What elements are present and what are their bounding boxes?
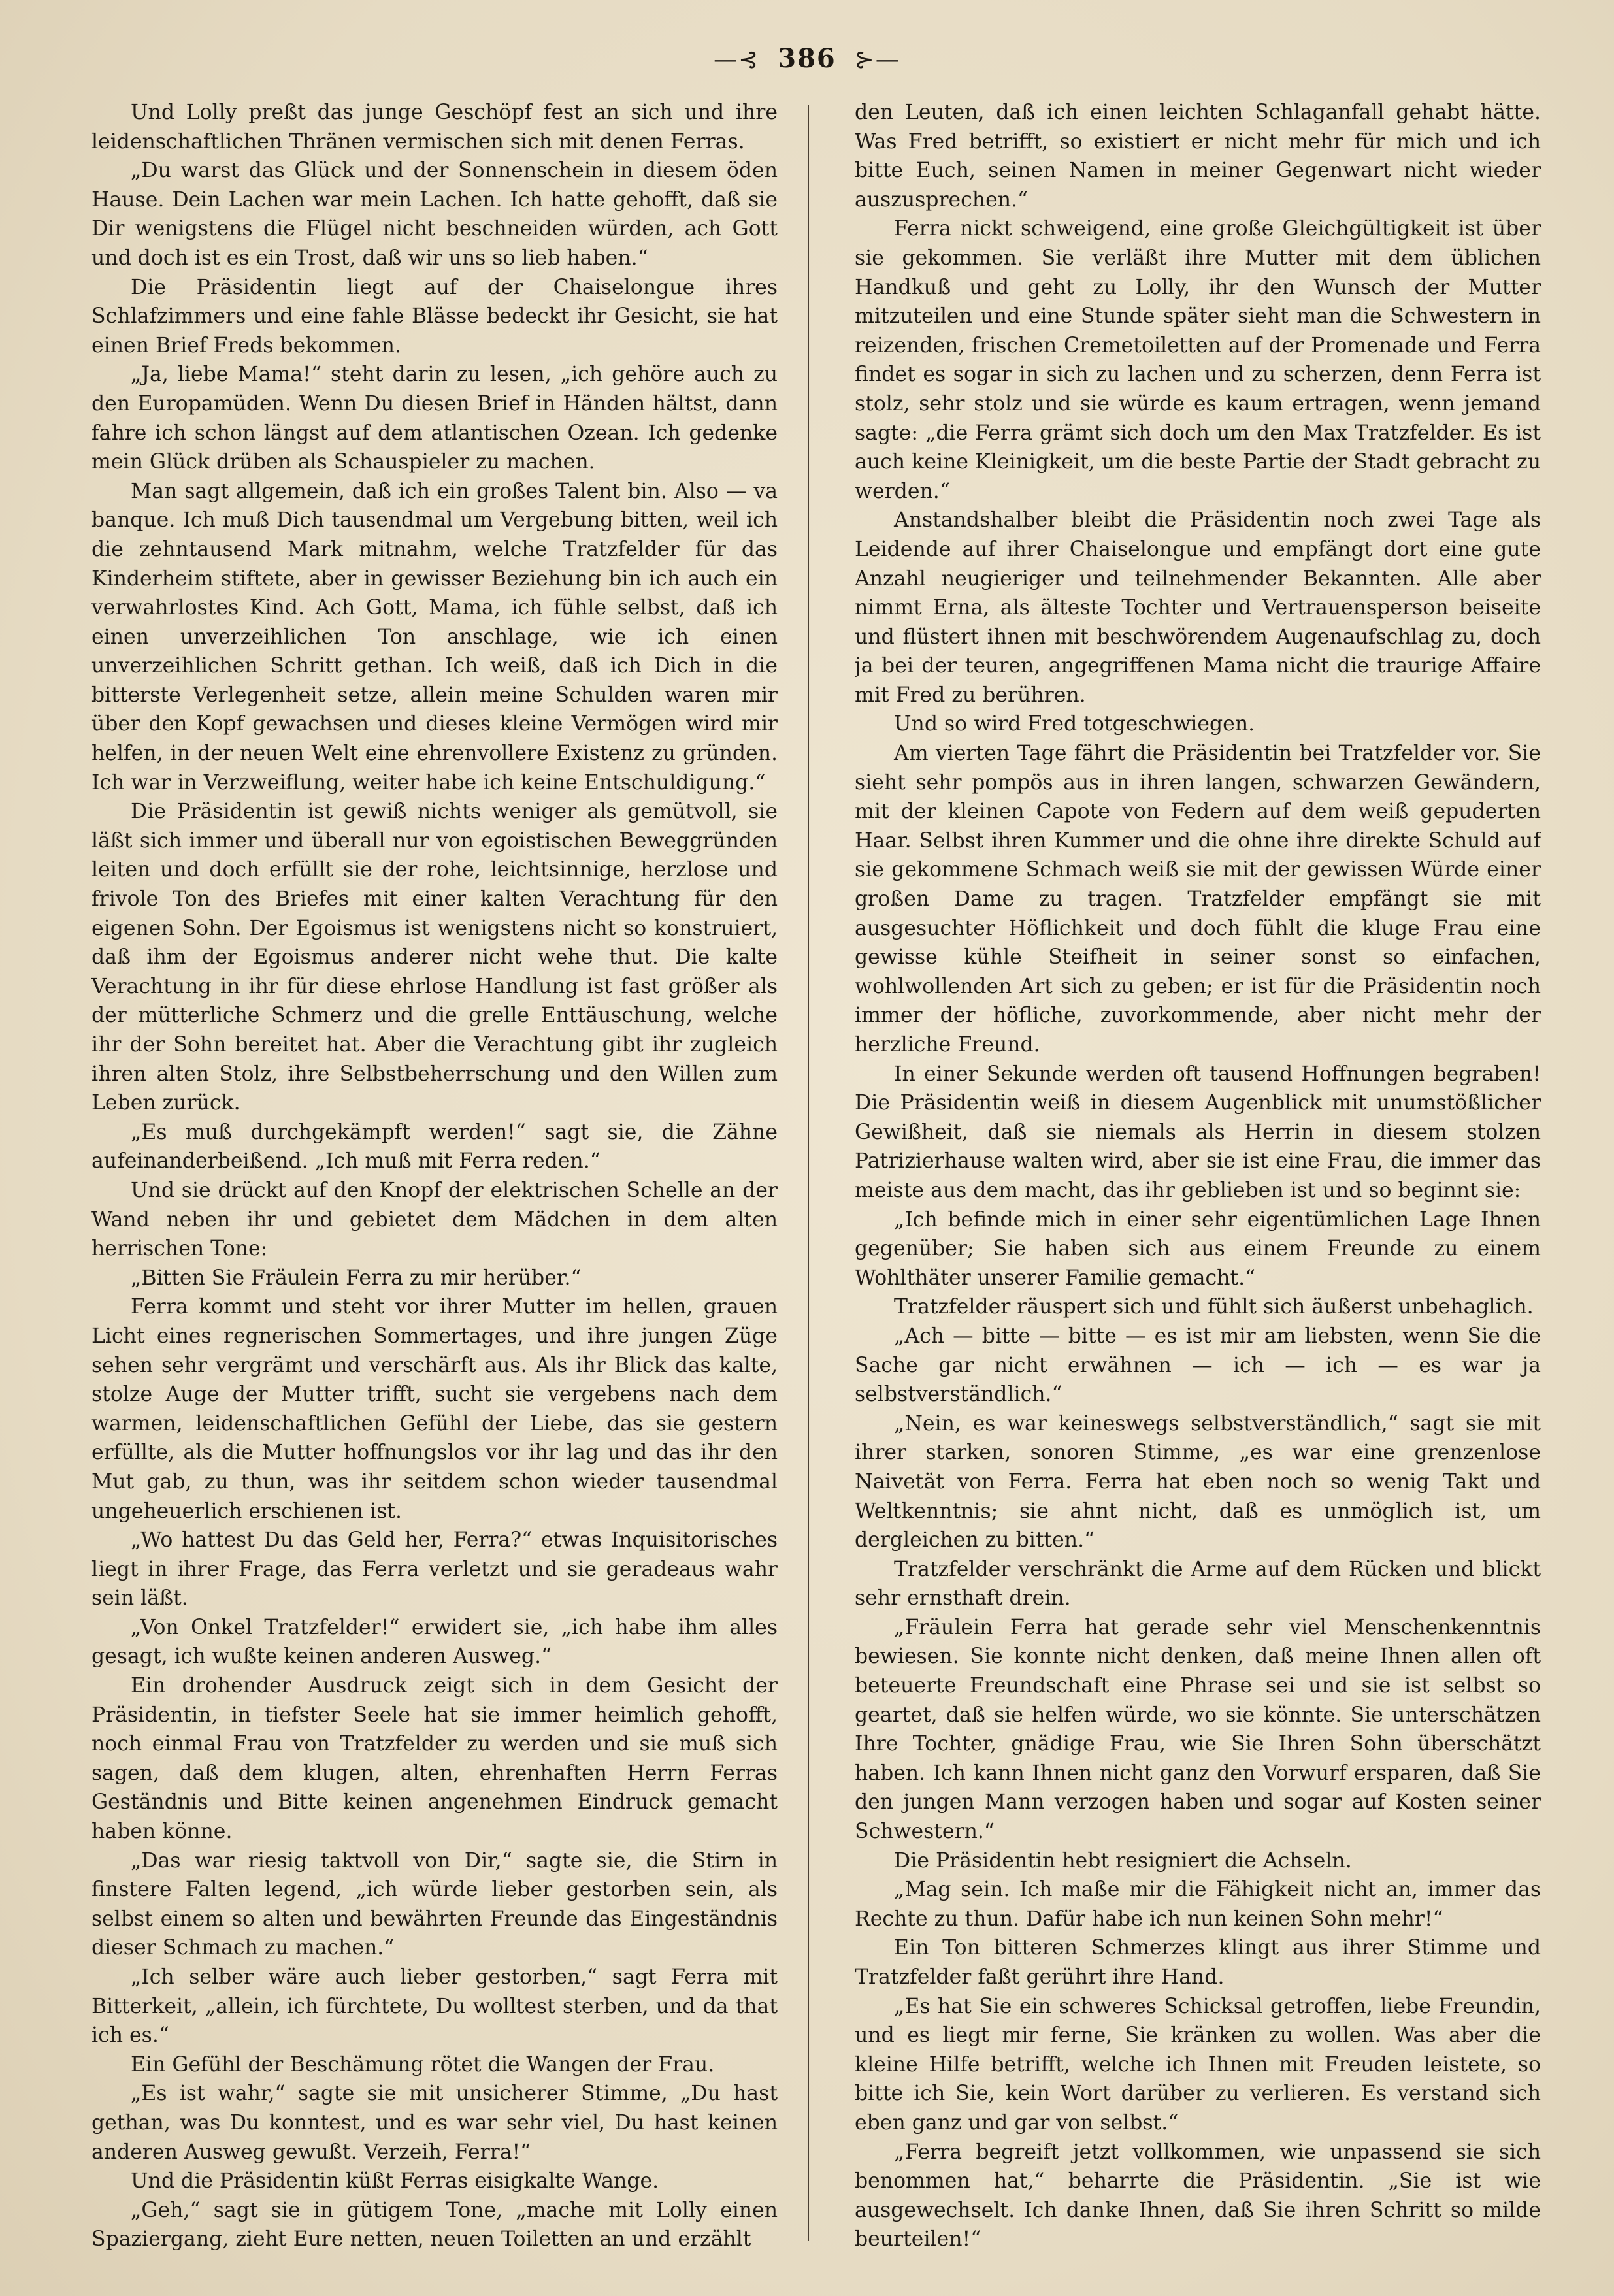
- paragraph: „Mag sein. Ich maße mir die Fähigkeit nicht an, immer das Rechte zu thun. Dafür habe ich nun keinen Sohn mehr!“: [855, 1878, 1541, 1931]
- paragraph: Die Präsidentin liegt auf der Chaiselongue ihres Schlafzimmers und eine fahle Blässe bedeckt ihr Gesicht, sie hat einen Brief Freds bekommen.: [91, 275, 778, 357]
- paragraph: „Es ist wahr,“ sagte sie mit unsicherer Stimme, „Du hast gethan, was Du konntest, und es war sehr viel, Du hast keinen anderen Ausweg gewußt. Verzeih, Ferra!“: [91, 2082, 778, 2164]
- paragraph: „Bitten Sie Fräulein Ferra zu mir herüber.“: [131, 1266, 582, 1290]
- paragraph: „Ich selber wäre auch lieber gestorben,“ sagt Ferra mit Bitterkeit, „allein, ich fürchtete, Du wolltest sterben, und da that ich es.“: [91, 1965, 778, 2048]
- continued-paragraph: den Leuten, daß ich einen leichten Schlaganfall gehabt hätte. Was Fred betrifft, so existiert er nicht mehr für mich und ich bitte Euch, seinen Namen in meiner Gegenwart nicht wieder auszusprechen.“: [855, 101, 1541, 212]
- paragraph: Ein Ton bitteren Schmerzes klingt aus ihrer Stimme und Tratzfelder faßt gerührt ihre Hand.: [855, 1936, 1541, 1989]
- right-ornament-icon: ⊱—: [854, 46, 900, 73]
- left-column: [91, 98, 778, 2254]
- paragraph: In einer Sekunde werden oft tausend Hoffnungen begraben! Die Präsidentin weiß in diesem Augenblick mit unumstößlicher Gewißheit, daß sie niemals als Herrin in diesem stolzen Patrizierhause walten wird, aber sie ist eine Frau, die immer das meiste aus dem macht, das ihr geblieben ist und so beginnt sie:: [855, 1062, 1541, 1202]
- paragraph: Ein drohender Ausdruck zeigt sich in dem Gesicht der Präsidentin, in tiefster Seele hat sie immer heimlich gehofft, noch einmal Frau von Tratzfelder zu werden und sie muß sich sagen, daß dem klugen, alten, ehrenhaften Herrn Ferras Geständnis und Bitte keinen angenehmen Eindruck gemacht haben könne.: [91, 1674, 778, 1844]
- paragraph: Und sie drückt auf den Knopf der elektrischen Schelle an der Wand neben ihr und gebietet dem Mädchen in dem alten herrischen Tone:: [91, 1178, 778, 1261]
- paragraph: Man sagt allgemein, daß ich ein großes Talent bin. Also — va banque. Ich muß Dich tausendmal um Vergebung bitten, weil ich die zehntausend Mark mitnahm, welche Tratzfelder für das Kinderheim stiftete, aber in gewisser Beziehung bin ich auch ein verwahrlostes Kind. Ach Gott, Mama, ich fühle selbst, daß ich einen unverzeihlichen Ton anschlage, wie ich einen unverzeihlichen Schritt gethan. Ich weiß, daß ich Dich in die bitterste Verlegenheit setze, allein meine Schulden waren mir über den Kopf gewachsen und dieses kleine Vermögen wird mir helfen, in der neuen Welt eine ehrenvollere Existenz zu gründen. Ich war in Verzweiflung, weiter habe ich keine Entschuldigung.“: [91, 479, 778, 795]
- paragraph: Und die Präsidentin küßt Ferras eisigkalte Wange.: [131, 2169, 659, 2193]
- page-header: [0, 43, 1614, 74]
- paragraph: „Das war riesig taktvoll von Dir,“ sagte sie, die Stirn in finstere Falten legend, „ich würde lieber gestorben sein, als selbst einem so alten und bewährten Freunde das Eingeständnis dieser Schmach zu machen.“: [91, 1848, 778, 1960]
- paragraph: „Du warst das Glück und der Sonnenschein in diesem öden Hause. Dein Lachen war mein Lachen. Ich hatte gehofft, daß sie Dir wenigstens die Flügel nicht beschneiden würden, ach Gott und doch ist es ein Trost, daß wir uns so lieb haben.“: [91, 159, 778, 270]
- paragraph: „Von Onkel Tratzfelder!“ erwidert sie, „ich habe ihm alles gesagt, ich wußte keinen anderen Ausweg.“: [91, 1615, 778, 1669]
- paragraph: Anstandshalber bleibt die Präsidentin noch zwei Tage als Leidende auf ihrer Chaiselongue und empfängt dort eine gute Anzahl neugieriger und teilnehmender Bekannten. Alle aber nimmt Erna, als älteste Tochter und Vertrauensperson beiseite und flüstert ihnen mit beschwörendem Augenaufschlag zu, doch ja bei der teuren, angegriffenen Mama nicht die traurige Affaire mit Fred zu berühren.: [855, 508, 1541, 707]
- paragraph: Ferra kommt und steht vor ihrer Mutter im hellen, grauen Licht eines regnerischen Sommertages, und ihre jungen Züge sehen sehr vergrämt und verschärft aus. Als ihr Blick das kalte, stolze Auge der Mutter trifft, sucht sie vergebens nach dem warmen, leidenschaftlichen Gefühl der Liebe, das sie gestern erfüllte, als die Mutter hoffnungslos vor ihr lag und das ihr den Mut gab, zu thun, was ihr seitdem schon wieder tausendmal ungeheuerlich erschienen ist.: [91, 1295, 778, 1523]
- paragraph: „Ferra begreift jetzt vollkommen, wie unpassend sie sich benommen hat,“ beharrte die Präsidentin. „Sie ist wie ausgewechselt. Ich danke Ihnen, daß Sie ihren Schritt so milde beurteilen!“: [855, 2140, 1541, 2252]
- paragraph: Und Lolly preßt das junge Geschöpf fest an sich und ihre leidenschaftlichen Thränen vermischen sich mit denen Ferras.: [91, 101, 778, 154]
- paragraph: „Fräulein Ferra hat gerade sehr viel Menschenkenntnis bewiesen. Sie konnte nicht denken, daß meine Ihnen allen oft beteuerte Freundschaft eine Phrase sei und sie ist selbst so geartet, daß sie helfen würde, wo sie könnte. Sie unterschätzen Ihre Tochter, gnädige Frau, wie Sie Ihren Sohn überschätzt haben. Ich kann Ihnen nicht ganz den Vorwurf ersparen, daß Sie den jungen Mann verzogen haben und sogar auf Kosten seiner Schwestern.“: [855, 1615, 1541, 1844]
- paragraph: Ferra nickt schweigend, eine große Gleichgültigkeit ist über sie gekommen. Sie verläßt ihre Mutter mit dem üblichen Handkuß und geht zu Lolly, ihr den Wunsch der Mutter mitzuteilen und eine Stunde später sieht man die Schwestern in reizenden, frischen Cremetoiletten auf der Promenade und Ferra findet es sogar in sich zu lachen und zu scherzen, denn Ferra ist stolz, sehr stolz und sie würde es kaum ertragen, wenn jemand sagte: „die Ferra grämt sich doch um den Max Tratzfelder. Es ist auch keine Kleinigkeit, um die beste Partie der Stadt gebracht zu werden.“: [855, 217, 1541, 503]
- paragraph: „Ach — bitte — bitte — es ist mir am liebsten, wenn Sie die Sache gar nicht erwähnen — ich — ich — es war ja selbstverständlich.“: [855, 1324, 1541, 1407]
- paragraph: „Es muß durchgekämpft werden!“ sagt sie, die Zähne aufeinanderbeißend. „Ich muß mit Ferra reden.“: [91, 1120, 778, 1173]
- paragraph: Am vierten Tage fährt die Präsidentin bei Tratzfelder vor. Sie sieht sehr pompös aus in ihren langen, schwarzen Gewändern, mit der kleinen Capote von Federn auf dem weiß gepuderten Haar. Selbst ihren Kummer und die ohne ihre direkte Schuld auf sie gekommene Schmach weiß sie mit der gewissen Würde einer großen Dame zu tragen. Tratzfelder empfängt sie mit ausgesuchter Höflichkeit und doch fühlt die kluge Frau eine gewisse kühle Steifheit in seiner sonst so einfachen, wohlwollenden Art sich zu geben; er ist für die Präsidentin noch immer der höfliche, zuvorkommende, aber nicht mehr der herzliche Freund.: [855, 742, 1541, 1057]
- paragraph: Die Präsidentin ist gewiß nichts weniger als gemütvoll, sie läßt sich immer und überall nur von egoistischen Beweggründen leiten und doch erfüllt sie der rohe, leichtsinnige, herzlose und frivole Ton des Briefes mit einer kalten Verachtung für den eigenen Sohn. Der Egoismus ist wenigstens nicht so konstruiert, daß ihm der Egoismus anderer nicht wehe thut. Die kalte Verachtung in ihr für diese ehrlose Handlung ist fast größer als der mütterliche Schmerz und die grelle Enttäuschung, welche ihr der Sohn bereitet hat. Aber die Verachtung gibt ihr zugleich ihren alten Stolz, ihre Selbstbeherrschung und den Willen zum Leben zurück.: [91, 800, 778, 1115]
- paragraph: Tratzfelder verschränkt die Arme auf dem Rücken und blickt sehr ernsthaft drein.: [855, 1557, 1541, 1611]
- paragraph: Und so wird Fred totgeschwiegen.: [894, 712, 1255, 736]
- column-divider: [808, 105, 809, 2241]
- right-column: [855, 98, 1541, 2254]
- left-ornament-icon: —⊰: [714, 46, 760, 73]
- paragraph: „Geh,“ sagt sie in gütigem Tone, „mache mit Lolly einen Spaziergang, zieht Eure netten, neuen Toiletten an und erzählt: [91, 2198, 778, 2252]
- paragraph: „Ich befinde mich in einer sehr eigentümlichen Lage Ihnen gegenüber; Sie haben sich aus einem Freunde zu einem Wohlthäter unserer Familie gemacht.“: [855, 1207, 1541, 1290]
- paragraph: „Wo hattest Du das Geld her, Ferra?“ etwas Inquisitorisches liegt in ihrer Frage, das Ferra verletzt und sie geradeaus wahr sein läßt.: [91, 1528, 778, 1611]
- paragraph: Die Präsidentin hebt resigniert die Achseln.: [894, 1848, 1352, 1873]
- paragraph: „Ja, liebe Mama!“ steht darin zu lesen, „ich gehöre auch zu den Europamüden. Wenn Du diesen Brief in Händen hältst, dann fahre ich schon längst auf dem atlantischen Ozean. Ich gedenke mein Glück drüben als Schauspieler zu machen.: [91, 363, 778, 474]
- paragraph: „Es hat Sie ein schweres Schicksal getroffen, liebe Freundin, und es liegt mir ferne, Sie kränken zu wollen. Was aber die kleine Hilfe betrifft, welche ich Ihnen mit Freuden leistete, so bitte ich Sie, kein Wort darüber zu verlieren. Es verstand sich eben ganz und gar von selbst.“: [855, 1994, 1541, 2135]
- paragraph: Ein Gefühl der Beschämung rötet die Wangen der Frau.: [131, 2052, 715, 2076]
- page-number: 386: [778, 43, 836, 74]
- paragraph: „Nein, es war keineswegs selbstverständlich,“ sagt sie mit ihrer starken, sonoren Stimme, „es war eine grenzenlose Naivetät von Ferra. Ferra hat eben noch so wenig Takt und Weltkenntnis; sie ahnt nicht, daß es unmöglich ist, um dergleichen zu bitten.“: [855, 1411, 1541, 1552]
- paragraph: Tratzfelder räuspert sich und fühlt sich äußerst unbehaglich.: [894, 1295, 1534, 1319]
